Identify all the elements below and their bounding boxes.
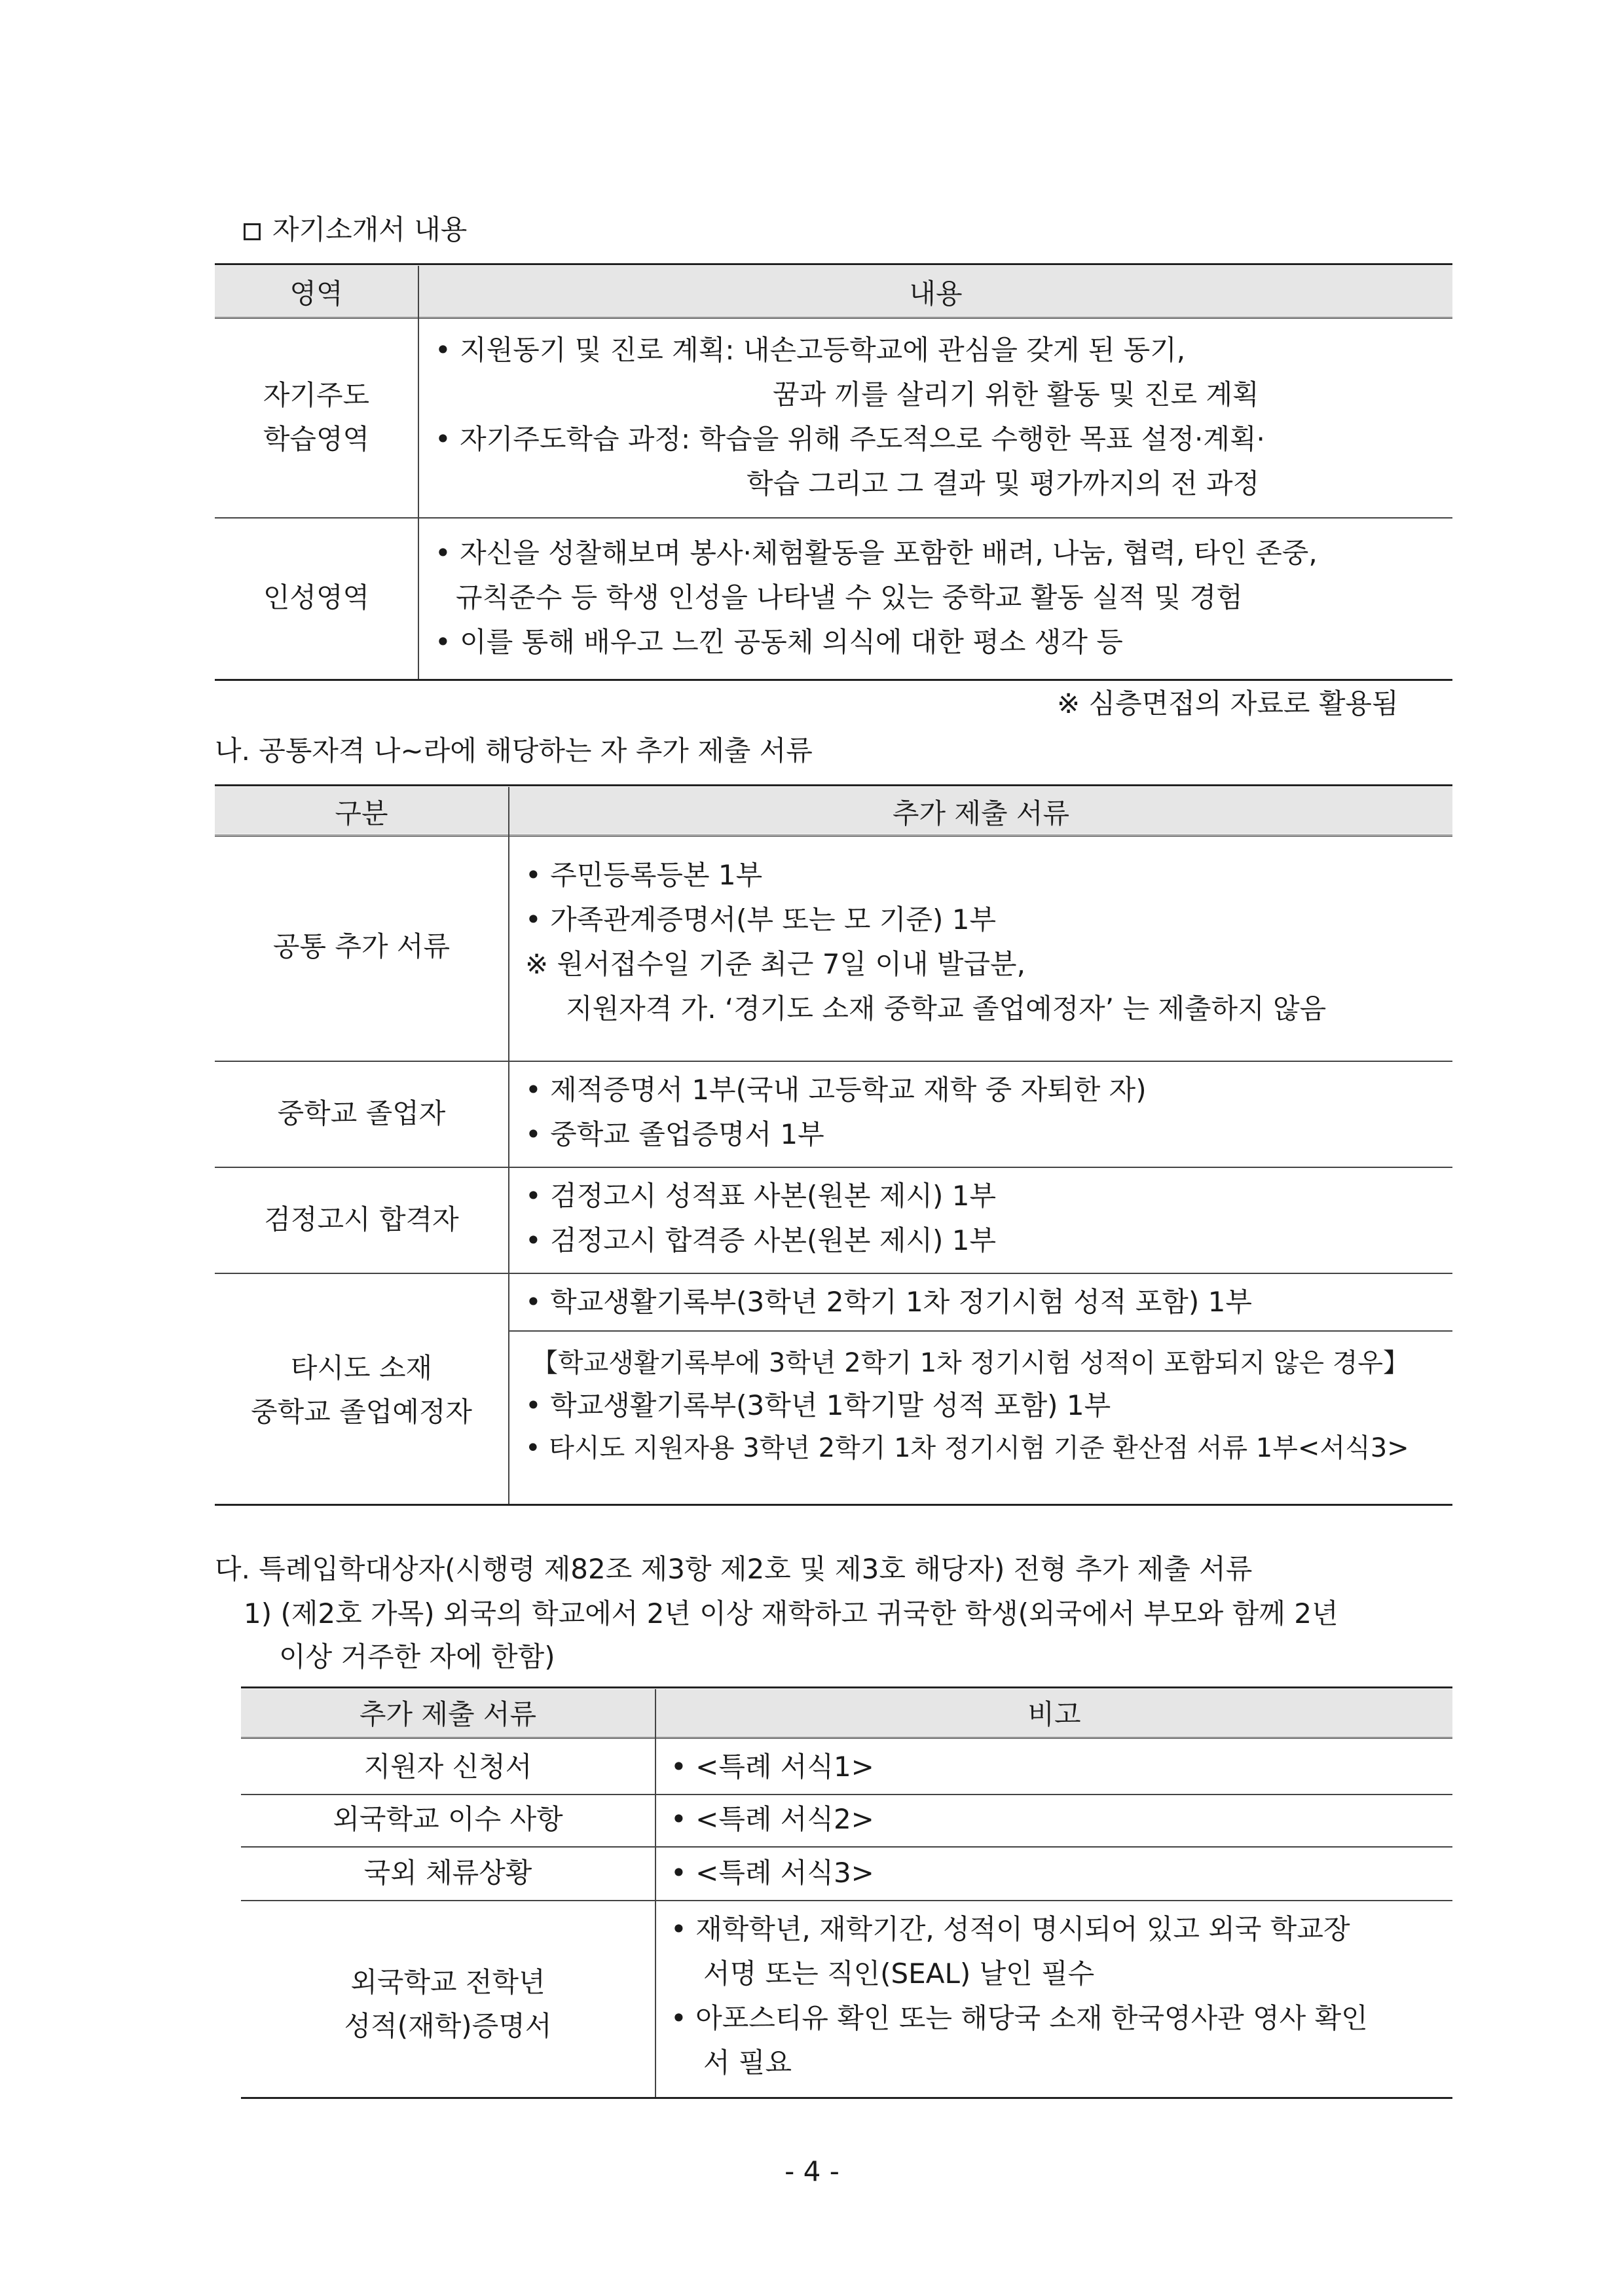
ged-item-1: • 검정고시 성적표 사본(원본 제시) 1부	[525, 1180, 997, 1212]
subsection-1-line2: 이상 거주한 자에 한함)	[279, 1641, 555, 1673]
row-label-transcript: 외국학교 전학년 성적(재학)증명서	[344, 1966, 552, 2043]
application-item: • <특례 서식1>	[671, 1751, 874, 1783]
overseas-stay-item: • <특례 서식3>	[671, 1857, 874, 1889]
row-label-overseas-stay: 국외 체류상황	[363, 1857, 532, 1889]
self-intro-table	[215, 263, 1452, 681]
table1-note: ※ 심층면접의 자료로 활용됨	[1057, 687, 1399, 720]
row-label-common: 공통 추가 서류	[272, 930, 451, 962]
special-admission-table	[241, 1686, 1452, 2099]
row-label-middle-grad: 중학교 졸업자	[277, 1097, 446, 1129]
other-region-item-1: • 학교생활기록부(3학년 2학기 1차 정기시험 성적 포함) 1부	[525, 1286, 1252, 1318]
additional-docs-table	[215, 784, 1452, 1506]
middle-grad-item-2: • 중학교 졸업증명서 1부	[525, 1118, 824, 1150]
row-label-foreign-completion: 외국학교 이수 사항	[333, 1803, 563, 1835]
row-label-application: 지원자 신청서	[363, 1751, 532, 1783]
row-label-self-directed: 자기주도 학습영역	[263, 379, 370, 456]
header-content: 내용	[909, 278, 963, 310]
row1-item-2-cont: 학습 그리고 그 결과 및 평가까지의 전 과정	[747, 467, 1260, 500]
foreign-completion-item: • <특례 서식2>	[671, 1803, 874, 1835]
header-category: 구분	[335, 797, 388, 829]
other-region-condition: 【학교생활기록부에 3학년 2학기 1차 정기시험 성적이 포함되지 않은 경우】	[532, 1348, 1409, 1378]
section-da: 다. 특례입학대상자(시행령 제82조 제3항 제2호 및 제3호 해당자) 전형 추가 제출 서류	[215, 1553, 1253, 1585]
row1-item-2: • 자기주도학습 과정: 학습을 위해 주도적으로 수행한 목표 설정·계획·	[435, 423, 1265, 455]
common-item-2: • 가족관계증명서(부 또는 모 기준) 1부	[525, 903, 997, 936]
common-note: ※ 원서접수일 기준 최근 7일 이내 발급분,	[525, 948, 1025, 980]
row-label-character: 인성영역	[263, 581, 370, 613]
row1-item-1-cont: 꿈과 끼를 살리기 위한 활동 및 진로 계획	[773, 378, 1259, 410]
other-region-item-3: • 타시도 지원자용 3학년 2학기 1차 정기시험 기준 환산점 서류 1부<서식3>	[525, 1433, 1409, 1463]
row2-item-1-cont: 규칙준수 등 학생 인성을 나타낼 수 있는 중학교 활동 실적 및 경험	[456, 581, 1243, 613]
header-area: 영역	[289, 278, 343, 310]
header-remarks: 비고	[1027, 1698, 1081, 1730]
section-na: 나. 공통자격 나~라에 해당하는 자 추가 제출 서류	[215, 735, 813, 767]
transcript-item-1-cont: 서명 또는 직인(SEAL) 날인 필수	[703, 1958, 1095, 1990]
header-docs: 추가 제출 서류	[359, 1698, 537, 1730]
transcript-item-1: • 재학학년, 재학기간, 성적이 명시되어 있고 외국 학교장	[671, 1913, 1350, 1945]
ged-item-2: • 검정고시 합격증 사본(원본 제시) 1부	[525, 1224, 997, 1256]
row2-item-1: • 자신을 성찰해보며 봉사·체험활동을 포함한 배려, 나눔, 협력, 타인 존중,	[435, 537, 1318, 569]
other-region-item-2: • 학교생활기록부(3학년 1학기말 성적 포함) 1부	[525, 1389, 1111, 1421]
checkbox-square-icon	[244, 223, 261, 240]
row-label-other-region: 타시도 소재 중학교 졸업예정자	[251, 1352, 472, 1429]
section-heading-text: 자기소개서 내용	[272, 213, 468, 246]
common-note-cont: 지원자격 가. ‘경기도 소재 중학교 졸업예정자’ 는 제출하지 않음	[566, 993, 1327, 1025]
header-docs: 추가 제출 서류	[892, 797, 1070, 829]
row1-item-1: • 지원동기 및 진로 계획: 내손고등학교에 관심을 갖게 된 동기,	[435, 334, 1186, 366]
transcript-item-2: • 아포스티유 확인 또는 해당국 소재 한국영사관 영사 확인	[671, 2002, 1368, 2034]
page-number: - 4 -	[784, 2155, 840, 2187]
row2-item-2: • 이를 통해 배우고 느낀 공동체 의식에 대한 평소 생각 등	[435, 626, 1123, 658]
common-item-1: • 주민등록등본 1부	[525, 859, 763, 891]
section-heading	[244, 213, 467, 246]
subsection-1-line1: 1) (제2호 가목) 외국의 학교에서 2년 이상 재학하고 귀국한 학생(외국에서 부모와 함께 2년	[244, 1597, 1338, 1630]
middle-grad-item-1: • 제적증명서 1부(국내 고등학교 재학 중 자퇴한 자)	[525, 1074, 1147, 1106]
row-label-ged: 검정고시 합격자	[264, 1203, 459, 1235]
transcript-item-2-cont: 서 필요	[703, 2047, 792, 2079]
